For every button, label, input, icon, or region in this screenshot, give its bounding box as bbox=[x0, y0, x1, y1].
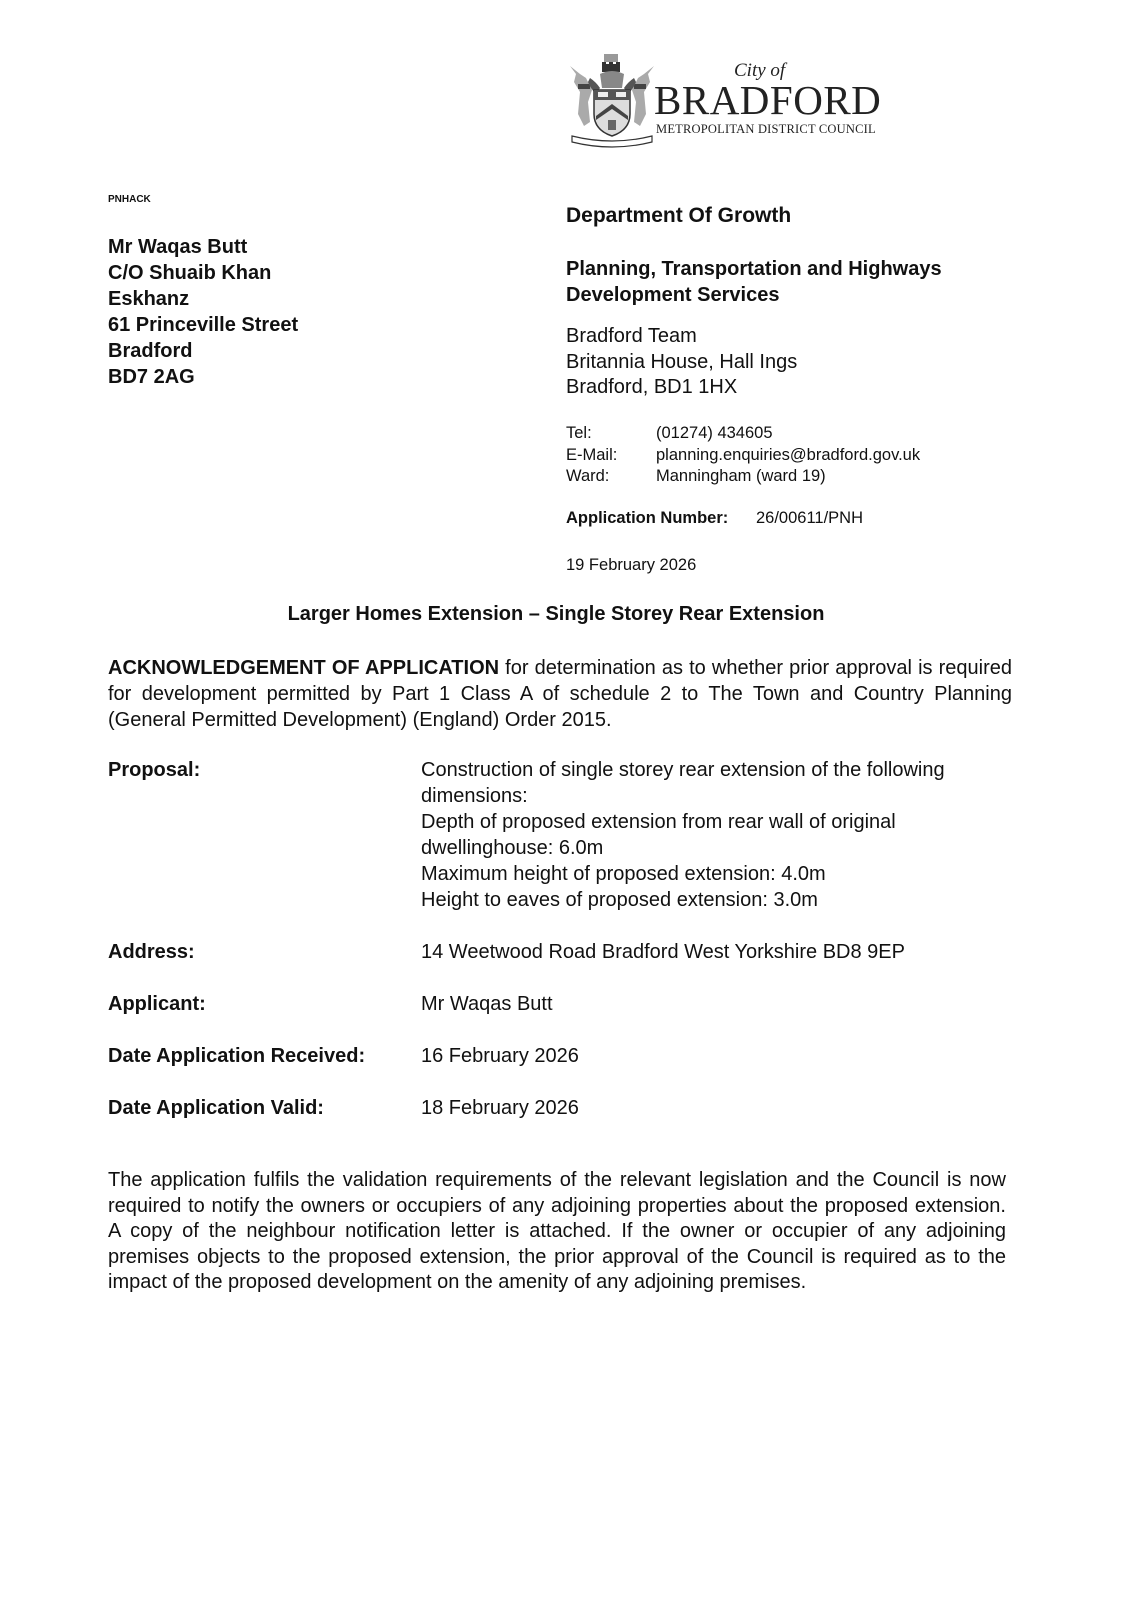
council-logo bbox=[566, 50, 896, 150]
recipient-line: Mr Waqas Butt bbox=[108, 236, 248, 258]
recipient-line: 61 Princeville Street bbox=[108, 314, 299, 336]
service-name bbox=[566, 256, 942, 308]
service-line: Development Services bbox=[566, 284, 780, 306]
office-line: Bradford Team bbox=[566, 325, 697, 347]
intro-heading: ACKNOWLEDGEMENT OF APPLICATION bbox=[108, 657, 500, 679]
contact-email[interactable]: planning.enquiries@bradford.gov.uk bbox=[656, 445, 921, 464]
office-line: Bradford, BD1 1HX bbox=[566, 376, 738, 398]
detail-row-applicant bbox=[108, 991, 1008, 1017]
contact-row-ward bbox=[566, 466, 920, 488]
department-name: Department Of Growth bbox=[566, 204, 792, 227]
detail-label: Date Application Received: bbox=[108, 1045, 366, 1067]
contact-row-tel bbox=[566, 423, 920, 445]
detail-label: Date Application Valid: bbox=[108, 1097, 324, 1119]
contact-details bbox=[566, 423, 920, 488]
detail-row-proposal bbox=[108, 757, 1008, 913]
office-line: Britannia House, Hall Ings bbox=[566, 350, 798, 373]
detail-label: Address: bbox=[108, 941, 195, 963]
detail-value: 16 February 2026 bbox=[421, 1045, 579, 1067]
detail-value bbox=[421, 757, 1008, 913]
application-number-label: Application Number: bbox=[566, 509, 729, 527]
proposal-line: Maximum height of proposed extension: 4.0m bbox=[421, 863, 826, 885]
contact-row-email bbox=[566, 445, 920, 467]
application-number: 26/00611/PNH bbox=[756, 509, 864, 527]
recipient-line: Eskhanz bbox=[108, 288, 190, 310]
contact-ward: Manningham (ward 19) bbox=[656, 467, 826, 485]
detail-value: 14 Weetwood Road Bradford West Yorkshire BD8 9EP bbox=[421, 941, 905, 963]
contact-label: Tel: bbox=[566, 424, 592, 442]
recipient-line: Bradford bbox=[108, 340, 193, 362]
contact-label: Ward: bbox=[566, 467, 610, 485]
contact-label: E-Mail: bbox=[566, 445, 618, 464]
proposal-line: Height to eaves of proposed extension: 3.0m bbox=[421, 889, 818, 911]
detail-label: Proposal: bbox=[108, 759, 201, 781]
reference-code: PNHACK bbox=[108, 194, 151, 205]
detail-label: Applicant: bbox=[108, 993, 206, 1015]
office-address bbox=[566, 324, 797, 401]
letter-date: 19 February 2026 bbox=[566, 556, 697, 574]
intro-paragraph bbox=[108, 655, 1012, 733]
contact-phone: (01274) 434605 bbox=[656, 424, 773, 442]
proposal-line: Depth of proposed extension from rear wall of original dwellinghouse: 6.0m bbox=[421, 811, 896, 859]
detail-value: Mr Waqas Butt bbox=[421, 993, 553, 1015]
application-details bbox=[108, 757, 1008, 1147]
recipient-line: C/O Shuaib Khan bbox=[108, 262, 272, 284]
intro-text: for determination as to whether prior approval is required for development permitted by Part 1 Class A of schedule 2 to The Town and Country Planning (General Permitted Development) (England) Order 2015. bbox=[108, 657, 1012, 731]
detail-row-address bbox=[108, 939, 1008, 965]
detail-row-date-valid bbox=[108, 1095, 1008, 1121]
detail-value: 18 February 2026 bbox=[421, 1097, 579, 1119]
recipient-line: BD7 2AG bbox=[108, 366, 195, 388]
detail-row-date-received bbox=[108, 1043, 1008, 1069]
letter-title: Larger Homes Extension – Single Storey Rear Extension bbox=[287, 603, 825, 625]
logo-city-of: City of bbox=[734, 60, 786, 81]
logo-name: BRADFORD bbox=[654, 77, 882, 123]
proposal-line: Construction of single storey rear extension of the following dimensions: bbox=[421, 759, 945, 807]
service-line: Planning, Transportation and Highways bbox=[566, 258, 942, 280]
application-number-row bbox=[566, 509, 863, 528]
closing-paragraph: The application fulfils the validation requirements of the relevant legislation and the Council is now required to notify the owners or occupiers of any adjoining properties about the proposed extension. A copy of the neighbour notification letter is attached. If the owner or occupier of any adjoining premises objects to the proposed extension, the prior approval of the Council is required as to the impact of the proposed development on the amenity of any adjoining premises. bbox=[108, 1169, 1006, 1293]
coat-of-arms-icon bbox=[566, 52, 658, 148]
recipient-address bbox=[108, 234, 298, 390]
logo-subtitle: METROPOLITAN DISTRICT COUNCIL bbox=[656, 122, 876, 136]
